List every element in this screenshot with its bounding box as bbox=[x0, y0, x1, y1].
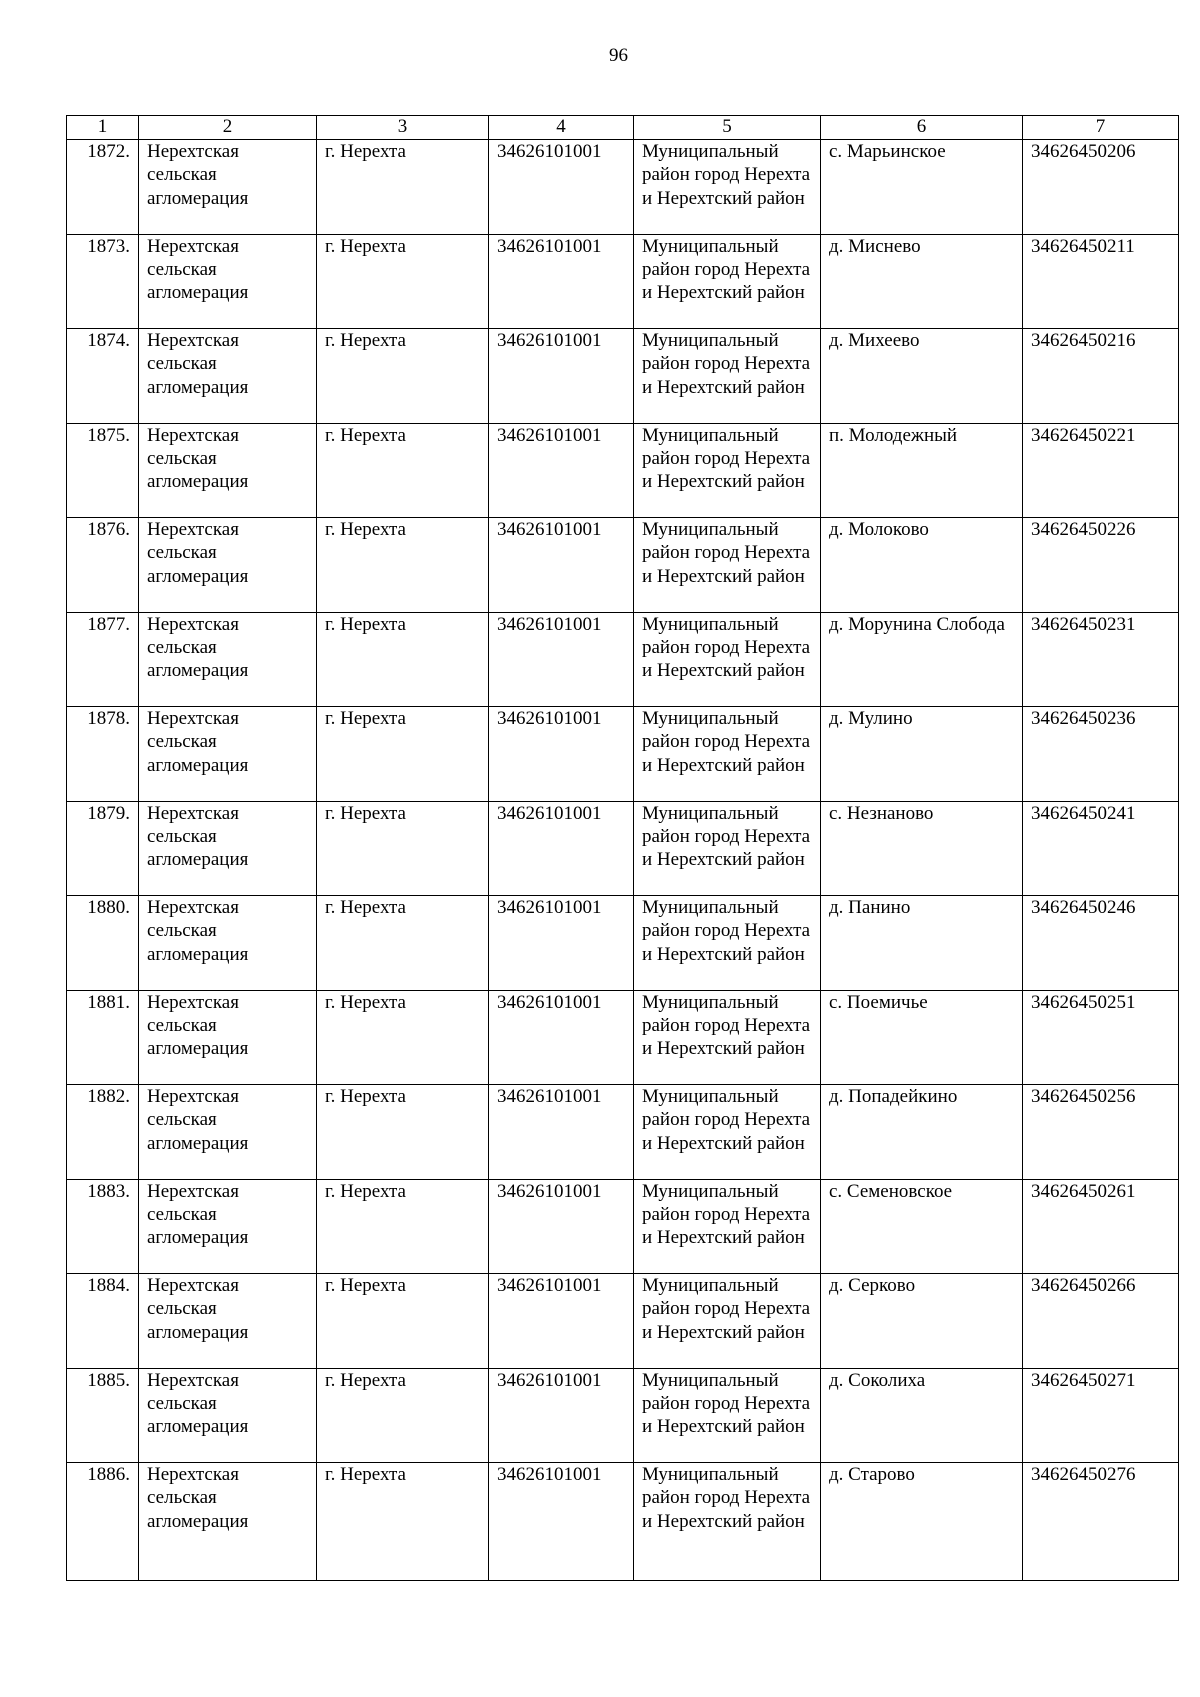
table-row bbox=[67, 1274, 1179, 1369]
agglomeration-cell: Нерехтская сельская агломерация bbox=[139, 518, 317, 613]
row-number-cell: 1882. bbox=[67, 1085, 139, 1180]
settlement-cell: с. Поемичье bbox=[821, 990, 1023, 1085]
row-number-cell: 1879. bbox=[67, 801, 139, 896]
settlement-code-cell: 34626450241 bbox=[1023, 801, 1179, 896]
center-cell: г. Нерехта bbox=[317, 1085, 489, 1180]
center-code-cell: 34626101001 bbox=[489, 518, 634, 613]
row-number-cell: 1876. bbox=[67, 518, 139, 613]
settlement-code-cell: 34626450266 bbox=[1023, 1274, 1179, 1369]
district-cell: Муниципальный район город Нерехта и Нерехтский район bbox=[634, 1179, 821, 1274]
district-cell: Муниципальный район город Нерехта и Нерехтский район bbox=[634, 329, 821, 424]
settlement-code-cell: 34626450261 bbox=[1023, 1179, 1179, 1274]
column-header: 7 bbox=[1023, 116, 1179, 140]
row-number-cell: 1872. bbox=[67, 140, 139, 235]
district-cell: Муниципальный район город Нерехта и Нерехтский район bbox=[634, 423, 821, 518]
center-cell: г. Нерехта bbox=[317, 423, 489, 518]
center-cell: г. Нерехта bbox=[317, 140, 489, 235]
agglomeration-cell: Нерехтская сельская агломерация bbox=[139, 707, 317, 802]
center-cell: г. Нерехта bbox=[317, 1274, 489, 1369]
center-code-cell: 34626101001 bbox=[489, 612, 634, 707]
center-cell: г. Нерехта bbox=[317, 1368, 489, 1463]
agglomeration-cell: Нерехтская сельская агломерация bbox=[139, 423, 317, 518]
agglomeration-cell: Нерехтская сельская агломерация bbox=[139, 1085, 317, 1180]
table-body bbox=[67, 140, 1179, 1581]
settlement-cell: д. Мулино bbox=[821, 707, 1023, 802]
district-cell: Муниципальный район город Нерехта и Нерехтский район bbox=[634, 140, 821, 235]
row-number-cell: 1886. bbox=[67, 1463, 139, 1581]
settlement-code-cell: 34626450271 bbox=[1023, 1368, 1179, 1463]
row-number-cell: 1883. bbox=[67, 1179, 139, 1274]
row-number-cell: 1884. bbox=[67, 1274, 139, 1369]
settlement-cell: д. Панино bbox=[821, 896, 1023, 991]
settlement-cell: д. Молоково bbox=[821, 518, 1023, 613]
table-row bbox=[67, 329, 1179, 424]
center-cell: г. Нерехта bbox=[317, 990, 489, 1085]
settlement-cell: д. Морунина Слобода bbox=[821, 612, 1023, 707]
center-cell: г. Нерехта bbox=[317, 1179, 489, 1274]
district-cell: Муниципальный район город Нерехта и Нерехтский район bbox=[634, 707, 821, 802]
district-cell: Муниципальный район город Нерехта и Нерехтский район bbox=[634, 1463, 821, 1581]
table-row bbox=[67, 423, 1179, 518]
row-number-cell: 1877. bbox=[67, 612, 139, 707]
agglomeration-cell: Нерехтская сельская агломерация bbox=[139, 612, 317, 707]
district-cell: Муниципальный район город Нерехта и Нерехтский район bbox=[634, 896, 821, 991]
table-row bbox=[67, 1368, 1179, 1463]
settlement-code-cell: 34626450256 bbox=[1023, 1085, 1179, 1180]
settlement-code-cell: 34626450206 bbox=[1023, 140, 1179, 235]
column-header: 5 bbox=[634, 116, 821, 140]
center-code-cell: 34626101001 bbox=[489, 1179, 634, 1274]
settlement-cell: д. Михеево bbox=[821, 329, 1023, 424]
column-header: 2 bbox=[139, 116, 317, 140]
district-cell: Муниципальный район город Нерехта и Нерехтский район bbox=[634, 990, 821, 1085]
district-cell: Муниципальный район город Нерехта и Нерехтский район bbox=[634, 234, 821, 329]
row-number-cell: 1881. bbox=[67, 990, 139, 1085]
center-code-cell: 34626101001 bbox=[489, 1274, 634, 1369]
agglomeration-cell: Нерехтская сельская агломерация bbox=[139, 140, 317, 235]
settlement-code-cell: 34626450216 bbox=[1023, 329, 1179, 424]
settlement-cell: д. Миснево bbox=[821, 234, 1023, 329]
page-number: 96 bbox=[609, 45, 628, 66]
table-row bbox=[67, 990, 1179, 1085]
table-row bbox=[67, 1179, 1179, 1274]
agglomeration-cell: Нерехтская сельская агломерация bbox=[139, 1368, 317, 1463]
row-number-cell: 1885. bbox=[67, 1368, 139, 1463]
district-cell: Муниципальный район город Нерехта и Нерехтский район bbox=[634, 612, 821, 707]
center-cell: г. Нерехта bbox=[317, 801, 489, 896]
district-cell: Муниципальный район город Нерехта и Нерехтский район bbox=[634, 518, 821, 613]
settlement-cell: д. Попадейкино bbox=[821, 1085, 1023, 1180]
settlement-code-cell: 34626450221 bbox=[1023, 423, 1179, 518]
settlement-code-cell: 34626450236 bbox=[1023, 707, 1179, 802]
row-number-cell: 1874. bbox=[67, 329, 139, 424]
agglomeration-cell: Нерехтская сельская агломерация bbox=[139, 329, 317, 424]
center-cell: г. Нерехта bbox=[317, 518, 489, 613]
center-cell: г. Нерехта bbox=[317, 1463, 489, 1581]
settlement-cell: д. Соколиха bbox=[821, 1368, 1023, 1463]
center-code-cell: 34626101001 bbox=[489, 990, 634, 1085]
agglomeration-cell: Нерехтская сельская агломерация bbox=[139, 1274, 317, 1369]
settlement-cell: д. Старово bbox=[821, 1463, 1023, 1581]
table-row bbox=[67, 707, 1179, 802]
table-row bbox=[67, 234, 1179, 329]
column-header: 1 bbox=[67, 116, 139, 140]
table-header bbox=[67, 116, 1179, 140]
agglomeration-cell: Нерехтская сельская агломерация bbox=[139, 1179, 317, 1274]
settlement-code-cell: 34626450226 bbox=[1023, 518, 1179, 613]
center-cell: г. Нерехта bbox=[317, 329, 489, 424]
agglomeration-cell: Нерехтская сельская агломерация bbox=[139, 896, 317, 991]
table-row bbox=[67, 801, 1179, 896]
district-cell: Муниципальный район город Нерехта и Нерехтский район bbox=[634, 801, 821, 896]
column-header: 6 bbox=[821, 116, 1023, 140]
settlement-code-cell: 34626450276 bbox=[1023, 1463, 1179, 1581]
center-code-cell: 34626101001 bbox=[489, 1463, 634, 1581]
row-number-cell: 1878. bbox=[67, 707, 139, 802]
settlement-cell: с. Марьинское bbox=[821, 140, 1023, 235]
center-code-cell: 34626101001 bbox=[489, 1368, 634, 1463]
center-code-cell: 34626101001 bbox=[489, 329, 634, 424]
agglomeration-cell: Нерехтская сельская агломерация bbox=[139, 990, 317, 1085]
row-number-cell: 1875. bbox=[67, 423, 139, 518]
settlement-cell: п. Молодежный bbox=[821, 423, 1023, 518]
settlement-cell: д. Серково bbox=[821, 1274, 1023, 1369]
table-row bbox=[67, 612, 1179, 707]
center-cell: г. Нерехта bbox=[317, 896, 489, 991]
table-row bbox=[67, 518, 1179, 613]
center-code-cell: 34626101001 bbox=[489, 801, 634, 896]
agglomeration-cell: Нерехтская сельская агломерация bbox=[139, 1463, 317, 1581]
settlement-cell: с. Семеновское bbox=[821, 1179, 1023, 1274]
settlement-code-cell: 34626450246 bbox=[1023, 896, 1179, 991]
center-cell: г. Нерехта bbox=[317, 612, 489, 707]
center-code-cell: 34626101001 bbox=[489, 140, 634, 235]
table-row bbox=[67, 1463, 1179, 1581]
settlement-code-cell: 34626450231 bbox=[1023, 612, 1179, 707]
district-cell: Муниципальный район город Нерехта и Нерехтский район bbox=[634, 1274, 821, 1369]
settlement-cell: с. Незнаново bbox=[821, 801, 1023, 896]
district-cell: Муниципальный район город Нерехта и Нерехтский район bbox=[634, 1085, 821, 1180]
table-row bbox=[67, 1085, 1179, 1180]
table-row bbox=[67, 140, 1179, 235]
column-header: 3 bbox=[317, 116, 489, 140]
agglomeration-cell: Нерехтская сельская агломерация bbox=[139, 801, 317, 896]
center-code-cell: 34626101001 bbox=[489, 1085, 634, 1180]
center-cell: г. Нерехта bbox=[317, 234, 489, 329]
center-code-cell: 34626101001 bbox=[489, 423, 634, 518]
center-code-cell: 34626101001 bbox=[489, 234, 634, 329]
column-header: 4 bbox=[489, 116, 634, 140]
district-cell: Муниципальный район город Нерехта и Нерехтский район bbox=[634, 1368, 821, 1463]
row-number-cell: 1880. bbox=[67, 896, 139, 991]
settlement-code-cell: 34626450211 bbox=[1023, 234, 1179, 329]
row-number-cell: 1873. bbox=[67, 234, 139, 329]
settlement-code-cell: 34626450251 bbox=[1023, 990, 1179, 1085]
table-row bbox=[67, 896, 1179, 991]
agglomeration-cell: Нерехтская сельская агломерация bbox=[139, 234, 317, 329]
settlements-table bbox=[66, 115, 1179, 1581]
center-code-cell: 34626101001 bbox=[489, 896, 634, 991]
header-row bbox=[67, 116, 1179, 140]
center-cell: г. Нерехта bbox=[317, 707, 489, 802]
center-code-cell: 34626101001 bbox=[489, 707, 634, 802]
